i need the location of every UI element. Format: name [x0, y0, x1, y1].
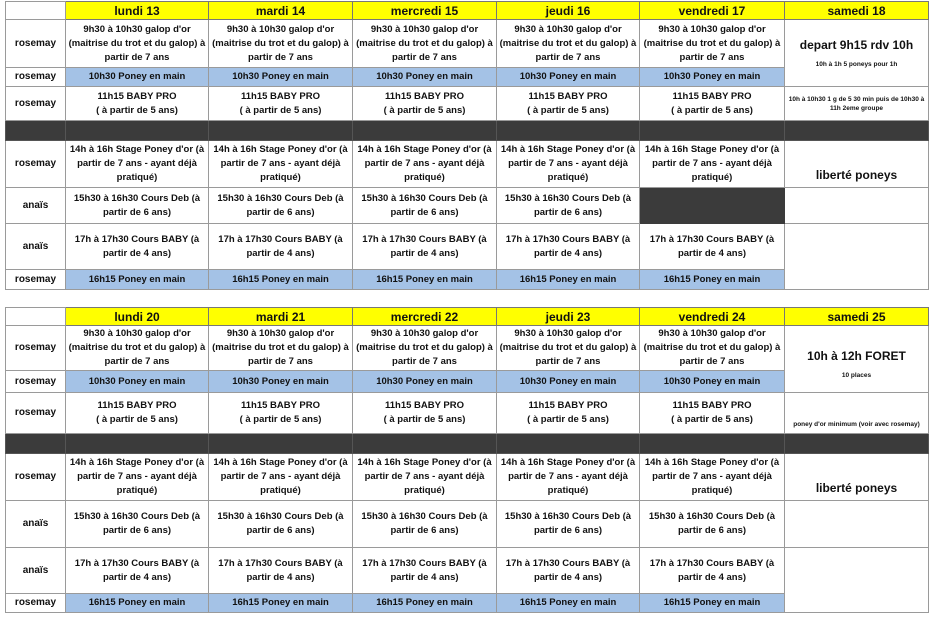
activity-cell: 14h à 16h Stage Poney d'or (à partir de 7 ans - ayant déjà pratiqué) — [353, 141, 497, 188]
activity-cell: 10h30 Poney en main — [497, 68, 640, 87]
table-row — [6, 393, 929, 434]
activity-cell: 9h30 à 10h30 galop d'or (maitrise du trot et du galop) à partir de 7 ans — [497, 326, 640, 371]
activity-cell — [209, 87, 353, 121]
activity-cell: 16h15 Poney en main — [497, 594, 640, 613]
activity-cell: 9h30 à 10h30 galop d'or (maitrise du trot et du galop) à partir de 7 ans — [353, 20, 497, 68]
activity-cell: 15h30 à 16h30 Cours Deb (à partir de 6 ans) — [353, 501, 497, 548]
activity-cell: 17h à 17h30 Cours BABY (à partir de 4 ans) — [497, 224, 640, 270]
saturday-morning-note: 10h à 1h 5 poneys pour 1h — [815, 60, 898, 68]
instructor-name: rosemay — [6, 20, 66, 68]
instructor-name: rosemay — [6, 371, 66, 393]
day-header: lundi 13 — [66, 2, 209, 20]
week-2-schedule — [5, 307, 929, 613]
activity-cell: 17h à 17h30 Cours BABY (à partir de 4 ans) — [353, 224, 497, 270]
instructor-name: rosemay — [6, 454, 66, 501]
day-header: jeudi 16 — [497, 2, 640, 20]
table-row — [6, 141, 929, 188]
activity-cell: 16h15 Poney en main — [640, 270, 785, 290]
activity-cell: 17h à 17h30 Cours BABY (à partir de 4 ans) — [640, 224, 785, 270]
activity-title: 11h15 BABY PRO — [97, 400, 177, 411]
activity-cell — [66, 87, 209, 121]
lunch-divider-row — [6, 434, 929, 454]
day-header-row — [6, 308, 929, 326]
activity-title: 11h15 BABY PRO — [528, 90, 608, 102]
saturday-note-cell — [785, 393, 929, 434]
activity-cell: 9h30 à 10h30 galop d'or (maitrise du trot et du galop) à partir de 7 ans — [209, 20, 353, 68]
activity-title: 11h15 BABY PRO — [240, 90, 321, 102]
saturday-afternoon-cell — [785, 141, 929, 188]
saturday-morning-title: 10h à 12h FORET — [807, 348, 906, 363]
activity-cell: 16h15 Poney en main — [353, 270, 497, 290]
activity-cell: 17h à 17h30 Cours BABY (à partir de 4 ans) — [640, 548, 785, 594]
activity-cell — [209, 393, 353, 434]
activity-cell — [66, 393, 209, 434]
activity-title: 11h15 BABY PRO — [528, 400, 608, 411]
activity-cell — [640, 393, 785, 434]
activity-cell: 10h30 Poney en main — [209, 371, 353, 393]
saturday-morning-cell — [785, 20, 929, 87]
activity-title: 11h15 BABY PRO — [384, 90, 465, 102]
table-row — [6, 87, 929, 121]
activity-cell: 14h à 16h Stage Poney d'or (à partir de 7 ans - ayant déjà pratiqué) — [66, 454, 209, 501]
saturday-morning-cell — [785, 326, 929, 393]
instructor-name: rosemay — [6, 68, 66, 87]
activity-cell: 9h30 à 10h30 galop d'or (maitrise du trot et du galop) à partir de 7 ans — [353, 326, 497, 371]
activity-cell: 15h30 à 16h30 Cours Deb (à partir de 6 ans) — [66, 188, 209, 224]
instructor-name: rosemay — [6, 393, 66, 434]
activity-cell: 16h15 Poney en main — [640, 594, 785, 613]
activity-cell: 16h15 Poney en main — [497, 270, 640, 290]
activity-cell: 15h30 à 16h30 Cours Deb (à partir de 6 ans) — [209, 501, 353, 548]
activity-cell: 15h30 à 16h30 Cours Deb (à partir de 6 ans) — [497, 501, 640, 548]
saturday-morning-note: 10 places — [841, 371, 872, 379]
activity-cell — [497, 393, 640, 434]
empty-slot — [640, 188, 785, 224]
activity-age: ( à partir de 5 ans) — [239, 414, 322, 425]
activity-cell: 10h30 Poney en main — [66, 68, 209, 87]
table-row — [6, 188, 929, 224]
activity-age: ( à partir de 5 ans) — [96, 414, 178, 425]
activity-cell: 10h30 Poney en main — [497, 371, 640, 393]
activity-cell: 9h30 à 10h30 galop d'or (maitrise du trot et du galop) à partir de 7 ans — [497, 20, 640, 68]
activity-cell: 10h30 Poney en main — [353, 371, 497, 393]
activity-cell: 10h30 Poney en main — [66, 371, 209, 393]
activity-cell: 14h à 16h Stage Poney d'or (à partir de 7 ans - ayant déjà pratiqué) — [66, 141, 209, 188]
instructor-name: anaïs — [6, 548, 66, 594]
day-header: lundi 20 — [66, 308, 209, 326]
activity-cell: 15h30 à 16h30 Cours Deb (à partir de 6 ans) — [209, 188, 353, 224]
activity-cell: 15h30 à 16h30 Cours Deb (à partir de 6 ans) — [640, 501, 785, 548]
table-row — [6, 20, 929, 68]
activity-cell: 16h15 Poney en main — [209, 270, 353, 290]
activity-cell: 14h à 16h Stage Poney d'or (à partir de 7 ans - ayant déjà pratiqué) — [640, 141, 785, 188]
activity-cell: 10h30 Poney en main — [209, 68, 353, 87]
activity-cell: 16h15 Poney en main — [209, 594, 353, 613]
activity-age: ( à partir de 5 ans) — [239, 104, 322, 116]
saturday-morning-note: 10h à 10h30 1 g de 5 30 min puis de 10h30 à 11h 2eme groupe — [788, 95, 925, 112]
activity-cell: 10h30 Poney en main — [640, 68, 785, 87]
table-row — [6, 454, 929, 501]
instructor-name: rosemay — [6, 270, 66, 290]
day-header: mercredi 22 — [353, 308, 497, 326]
activity-cell: 14h à 16h Stage Poney d'or (à partir de 7 ans - ayant déjà pratiqué) — [640, 454, 785, 501]
activity-title: 11h15 BABY PRO — [97, 90, 177, 102]
activity-age: ( à partir de 5 ans) — [527, 104, 609, 116]
activity-cell: 15h30 à 16h30 Cours Deb (à partir de 6 ans) — [353, 188, 497, 224]
activity-cell: 9h30 à 10h30 galop d'or (maitrise du trot et du galop) à partir de 7 ans — [66, 326, 209, 371]
day-header: vendredi 17 — [640, 2, 785, 20]
activity-cell — [640, 87, 785, 121]
saturday-morning-title: depart 9h15 rdv 10h — [799, 37, 914, 52]
day-header: mardi 14 — [209, 2, 353, 20]
activity-age: ( à partir de 5 ans) — [383, 104, 466, 116]
saturday-afternoon-label: liberté poneys — [815, 168, 898, 182]
activity-age: ( à partir de 5 ans) — [671, 414, 753, 425]
activity-title: 11h15 BABY PRO — [672, 400, 752, 411]
day-header: samedi 25 — [785, 308, 929, 326]
instructor-name: anaïs — [6, 501, 66, 548]
activity-cell: 10h30 Poney en main — [640, 371, 785, 393]
activity-cell — [497, 87, 640, 121]
table-row — [6, 548, 929, 594]
activity-cell: 17h à 17h30 Cours BABY (à partir de 4 ans) — [353, 548, 497, 594]
activity-cell: 17h à 17h30 Cours BABY (à partir de 4 ans) — [209, 224, 353, 270]
instructor-name: anaïs — [6, 224, 66, 270]
activity-cell: 17h à 17h30 Cours BABY (à partir de 4 ans) — [209, 548, 353, 594]
activity-age: ( à partir de 5 ans) — [527, 414, 609, 425]
activity-cell: 9h30 à 10h30 galop d'or (maitrise du trot et du galop) à partir de 7 ans — [66, 20, 209, 68]
lunch-divider-row — [6, 121, 929, 141]
activity-cell: 14h à 16h Stage Poney d'or (à partir de 7 ans - ayant déjà pratiqué) — [209, 141, 353, 188]
activity-cell: 14h à 16h Stage Poney d'or (à partir de 7 ans - ayant déjà pratiqué) — [209, 454, 353, 501]
activity-title: 11h15 BABY PRO — [672, 90, 752, 102]
table-row — [6, 224, 929, 270]
table-row — [6, 501, 929, 548]
activity-cell: 16h15 Poney en main — [353, 594, 497, 613]
instructor-name: rosemay — [6, 141, 66, 188]
day-header: vendredi 24 — [640, 308, 785, 326]
activity-cell: 16h15 Poney en main — [66, 594, 209, 613]
activity-cell: 17h à 17h30 Cours BABY (à partir de 4 ans) — [497, 548, 640, 594]
activity-cell: 17h à 17h30 Cours BABY (à partir de 4 ans) — [66, 548, 209, 594]
activity-cell: 14h à 16h Stage Poney d'or (à partir de 7 ans - ayant déjà pratiqué) — [353, 454, 497, 501]
activity-cell: 17h à 17h30 Cours BABY (à partir de 4 ans) — [66, 224, 209, 270]
activity-cell: 16h15 Poney en main — [66, 270, 209, 290]
saturday-afternoon-label: liberté poneys — [815, 481, 898, 495]
activity-cell: 14h à 16h Stage Poney d'or (à partir de 7 ans - ayant déjà pratiqué) — [497, 141, 640, 188]
saturday-note-cell — [785, 87, 929, 121]
activity-cell: 10h30 Poney en main — [353, 68, 497, 87]
instructor-name: rosemay — [6, 594, 66, 613]
day-header: jeudi 23 — [497, 308, 640, 326]
activity-cell: 9h30 à 10h30 galop d'or (maitrise du trot et du galop) à partir de 7 ans — [640, 20, 785, 68]
activity-cell: 15h30 à 16h30 Cours Deb (à partir de 6 ans) — [66, 501, 209, 548]
activity-title: 11h15 BABY PRO — [384, 400, 465, 411]
week-1-schedule — [5, 1, 929, 290]
day-header-row — [6, 2, 929, 20]
day-header: mardi 21 — [209, 308, 353, 326]
table-row — [6, 326, 929, 371]
activity-cell: 15h30 à 16h30 Cours Deb (à partir de 6 ans) — [497, 188, 640, 224]
activity-age: ( à partir de 5 ans) — [671, 104, 753, 116]
activity-cell: 14h à 16h Stage Poney d'or (à partir de 7 ans - ayant déjà pratiqué) — [497, 454, 640, 501]
activity-title: 11h15 BABY PRO — [240, 400, 321, 411]
instructor-name: rosemay — [6, 326, 66, 371]
day-header: mercredi 15 — [353, 2, 497, 20]
activity-age: ( à partir de 5 ans) — [383, 414, 466, 425]
saturday-morning-note: poney d'or minimum (voir avec rosemay) — [793, 421, 920, 428]
day-header: samedi 18 — [785, 2, 929, 20]
instructor-name: rosemay — [6, 87, 66, 121]
instructor-name: anaïs — [6, 188, 66, 224]
activity-cell: 9h30 à 10h30 galop d'or (maitrise du trot et du galop) à partir de 7 ans — [640, 326, 785, 371]
saturday-afternoon-cell — [785, 454, 929, 501]
activity-cell: 9h30 à 10h30 galop d'or (maitrise du trot et du galop) à partir de 7 ans — [209, 326, 353, 371]
activity-cell — [353, 87, 497, 121]
activity-age: ( à partir de 5 ans) — [96, 104, 178, 116]
activity-cell — [353, 393, 497, 434]
